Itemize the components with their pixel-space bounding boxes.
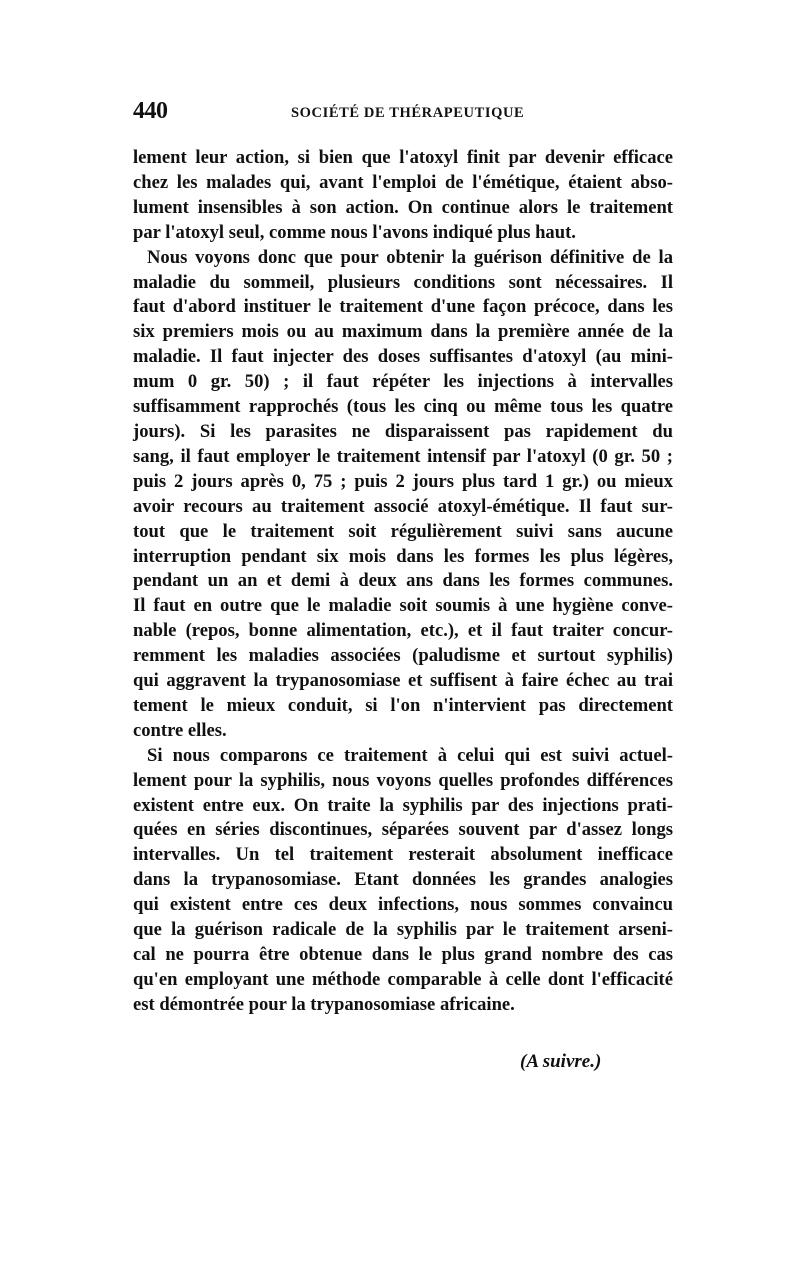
text-line: Nous voyons donc que pour obtenir la guérison définitive de la (147, 246, 673, 268)
text-line: qui existent entre ces deux infections, nous sommes convaincu (133, 894, 673, 916)
text-line: chez les malades qui, avant l'emploi de l'émétique, étaient abso- (133, 171, 673, 193)
text-line: existent entre eux. On traite la syphilis par des injections prati- (133, 794, 673, 816)
text-line: lement leur action, si bien que l'atoxyl finit par devenir efficace (133, 147, 673, 168)
text-line: puis 2 jours après 0, 75 ; puis 2 jours plus tard 1 gr.) ou mieux (133, 470, 673, 492)
text-line: quées en séries discontinues, séparées souvent par d'assez longs (133, 819, 673, 841)
text-line: dans la trypanosomiase. Etant données les grandes analogies (133, 869, 673, 891)
paragraph (133, 246, 673, 744)
text-line: suffisamment rapprochés (tous les cinq ou même tous les quatre (133, 396, 673, 418)
text-line: maladie. Il faut injecter des doses suffisantes d'atoxyl (au mini- (133, 346, 673, 368)
text-line: maladie du sommeil, plusieurs conditions sont nécessaires. Il (133, 271, 673, 293)
text-line: sang, il faut employer le traitement intensif par l'atoxyl (0 gr. 50 ; (133, 445, 673, 467)
running-title: SOCIÉTÉ DE THÉRAPEUTIQUE (291, 105, 525, 121)
text-line: jours). Si les parasites ne disparaissent pas rapidement du (133, 420, 673, 442)
to-be-continued-note: (A suivre.) (520, 1051, 602, 1072)
text-line: mum 0 gr. 50) ; il faut répéter les injections à intervalles (133, 371, 673, 393)
text-line: contre elles. (133, 719, 227, 741)
text-line: que la guérison radicale de la syphilis par le traitement arseni- (133, 919, 673, 941)
text-line: faut d'abord instituer le traitement d'une façon précoce, dans les (133, 296, 673, 318)
text-line: nable (repos, bonne alimentation, etc.), et il faut traiter concur- (133, 620, 673, 642)
text-line: qui aggravent la trypanosomiase et suffisent à faire échec au trai (133, 670, 673, 692)
text-line: Il faut en outre que le maladie soit soumis à une hygiène conve- (133, 595, 673, 617)
paragraph (133, 744, 673, 1018)
text-line: lument insensibles à son action. On continue alors le traitement (133, 196, 673, 218)
text-line: tout que le traitement soit régulièrement suivi sans aucune (133, 520, 673, 542)
text-line: interruption pendant six mois dans les formes les plus légères, (133, 545, 673, 567)
body-text (133, 146, 673, 1018)
text-line: par l'atoxyl seul, comme nous l'avons indiqué plus haut. (133, 221, 576, 243)
text-line: intervalles. Un tel traitement resterait absolument inefficace (133, 844, 673, 866)
text-line: pendant un an et demi à deux ans dans les formes communes. (133, 570, 673, 592)
page-number: 440 (133, 98, 168, 124)
text-line: tement le mieux conduit, si l'on n'intervient pas directement (133, 694, 673, 716)
paragraph (133, 146, 673, 246)
text-line: Si nous comparons ce traitement à celui qui est suivi actuel- (147, 744, 673, 766)
page-header (133, 98, 673, 128)
text-line: lement pour la syphilis, nous voyons quelles profondes différences (133, 769, 673, 791)
text-line: est démontrée pour la trypanosomiase africaine. (133, 993, 515, 1015)
text-line: remment les maladies associées (paludisme et surtout syphilis) (133, 645, 673, 667)
text-line: qu'en employant une méthode comparable à celle dont l'efficacité (133, 968, 673, 990)
text-line: cal ne pourra être obtenue dans le plus grand nombre des cas (133, 944, 673, 965)
text-line: avoir recours au traitement associé atoxyl-émétique. Il faut sur- (133, 495, 673, 517)
text-line: six premiers mois ou au maximum dans la première année de la (133, 321, 673, 343)
